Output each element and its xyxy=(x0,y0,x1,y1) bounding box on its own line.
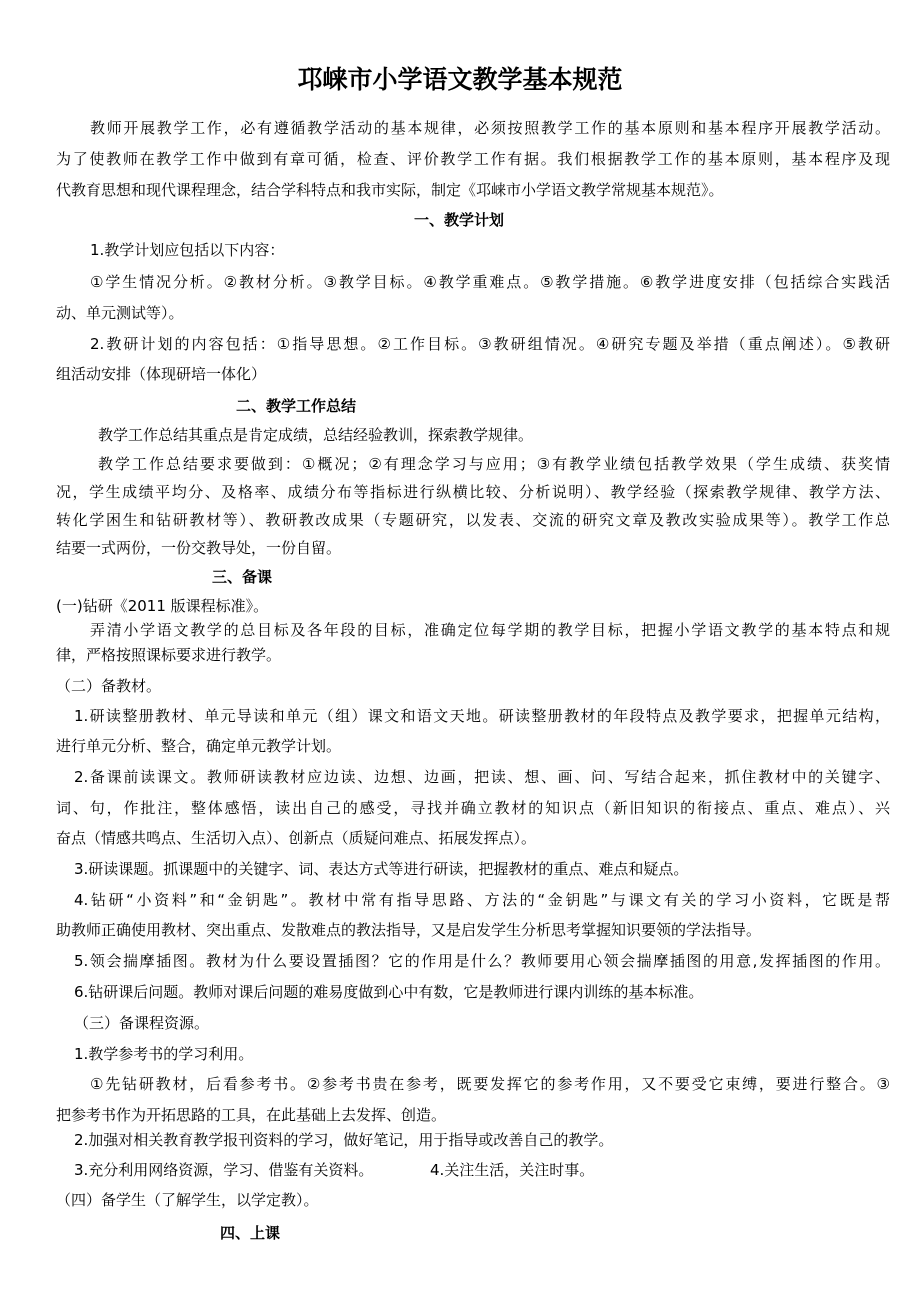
s3-line-17: ①先钻研教材，后看参考书。②参考书贵在参考，既要发挥它的参考作用，又不要受它束缚，要进行整合。③ xyxy=(90,1075,890,1093)
s3-line-11: 4.钻研“小资料”和“金钥匙”。教材中常有指导思路、方法的“金钥匙”与课文有关的学习小资料，它既是帮 xyxy=(74,891,890,909)
s3-line-15: （三）备课程资源。 xyxy=(74,1014,210,1032)
s3-line-19: 2.加强对相关教育教学报刊资料的学习，做好笔记，用于指导或改善自己的教学。 xyxy=(74,1131,614,1149)
s3-line-1: (一)钻研《2011 版课程标准》。 xyxy=(56,597,269,615)
s3-line-18: 把参考书作为开拓思路的工具，在此基础上去发挥、创造。 xyxy=(56,1106,447,1124)
s1-line-2: ①学生情况分析。②教材分析。③教学目标。④教学重难点。⑤教学措施。⑥教学进度安排（包括综合实践活 xyxy=(90,273,890,291)
s3-line-10: 3.研读课题。抓课题中的关键字、词、表达方式等进行研读，把握教材的重点、难点和疑点。 xyxy=(74,860,689,878)
intro-line-3: 代教育思想和现代课程理念，结合学科特点和我市实际，制定《邛崃市小学语文教学常规基本规范》。 xyxy=(56,181,724,199)
s3-line-16: 1.教学参考书的学习利用。 xyxy=(74,1045,254,1063)
section-heading-work-summary: 二、教学工作总结 xyxy=(236,397,357,415)
s3-line-13: 5.领会揣摩插图。教材为什么要设置插图？它的作用是什么？教师要用心领会揣摩插图的用意,发挥插图的作用。 xyxy=(74,952,890,970)
intro-line-1: 教师开展教学工作，必有遵循教学活动的基本规律，必须按照教学工作的基本原则和基本程序开展教学活动。 xyxy=(90,119,890,137)
section-heading-lesson-prep: 三、备课 xyxy=(212,568,273,586)
s2-line-3: 况，学生成绩平均分、及格率、成绩分布等指标进行纵横比较、分析说明）、教学经验（探索教学规律、教学方法、 xyxy=(56,483,890,501)
section-heading-teaching-plan: 一、教学计划 xyxy=(414,211,505,229)
s3-line-2: 弄清小学语文教学的总目标及各年段的目标，准确定位每学期的教学目标，把握小学语文教学的基本特点和规 xyxy=(90,621,890,639)
s1-line-3: 动、单元测试等）。 xyxy=(56,304,184,322)
s3-line-7: 2.备课前读课文。教师研读教材应边读、边想、边画，把读、想、画、问、写结合起来，抓住教材中的关键字、 xyxy=(74,768,890,786)
s2-line-5: 结要一式两份，一份交教导处，一份自留。 xyxy=(56,539,342,557)
s3-line-8: 词、句，作批注，整体感悟，读出自己的感受，寻找并确立教材的知识点（新旧知识的衔接点、重点、难点）、兴 xyxy=(56,799,890,817)
s1-line-4: 2.教研计划的内容包括：①指导思想。②工作目标。③教研组情况。④研究专题及举措（重点阐述）。⑤教研 xyxy=(90,335,890,353)
s3-line-14: 6.钻研课后问题。教师对课后问题的难易度做到心中有数，它是教师进行课内训练的基本标准。 xyxy=(74,983,704,1001)
s3-line-6: 进行单元分析、整合，确定单元教学计划。 xyxy=(56,737,342,755)
s2-line-4: 转化学困生和钻研教材等）、教研教改成果（专题研究，以发表、交流的研究文章及教改实验成果等）。教学工作总 xyxy=(56,511,890,529)
s3-line-22: （四）备学生（了解学生，以学定教）。 xyxy=(56,1191,319,1209)
s3-line-21: 4.关注生活，关注时事。 xyxy=(430,1161,595,1179)
document-title: 邛崃市小学语文教学基本规范 xyxy=(297,65,623,94)
s3-line-5: 1.研读整册教材、单元导读和单元（组）课文和语文天地。研读整册教材的年段特点及教学要求，把握单元结构， xyxy=(74,707,890,725)
s3-line-20: 3.充分利用网络资源，学习、借鉴有关资料。 xyxy=(74,1161,374,1179)
s3-line-9: 奋点（情感共鸣点、生活切入点）、创新点（质疑问难点、拓展发挥点）。 xyxy=(56,829,537,847)
s1-line-1: 1.教学计划应包括以下内容： xyxy=(90,241,285,259)
s1-line-5: 组活动安排（体现研培一体化） xyxy=(56,365,267,383)
s2-line-1: 教学工作总结其重点是肯定成绩，总结经验教训，探索教学规律。 xyxy=(98,426,534,444)
s3-line-12: 助教师正确使用教材、突出重点、发散难点的教法指导，又是启发学生分析思考掌握知识要领的学法指导。 xyxy=(56,921,762,939)
s3-line-3: 律，严格按照课标要求进行教学。 xyxy=(56,646,282,664)
intro-line-2: 为了使教师在教学工作中做到有章可循，检查、评价教学工作有据。我们根据教学工作的基本原则，基本程序及现 xyxy=(56,150,890,168)
s3-line-4: （二）备教材。 xyxy=(56,677,162,695)
section-heading-class: 四、上课 xyxy=(220,1224,281,1242)
s2-line-2: 教学工作总结要求要做到：①概况；②有理念学习与应用；③有教学业绩包括教学效果（学生成绩、获奖情 xyxy=(98,455,890,473)
